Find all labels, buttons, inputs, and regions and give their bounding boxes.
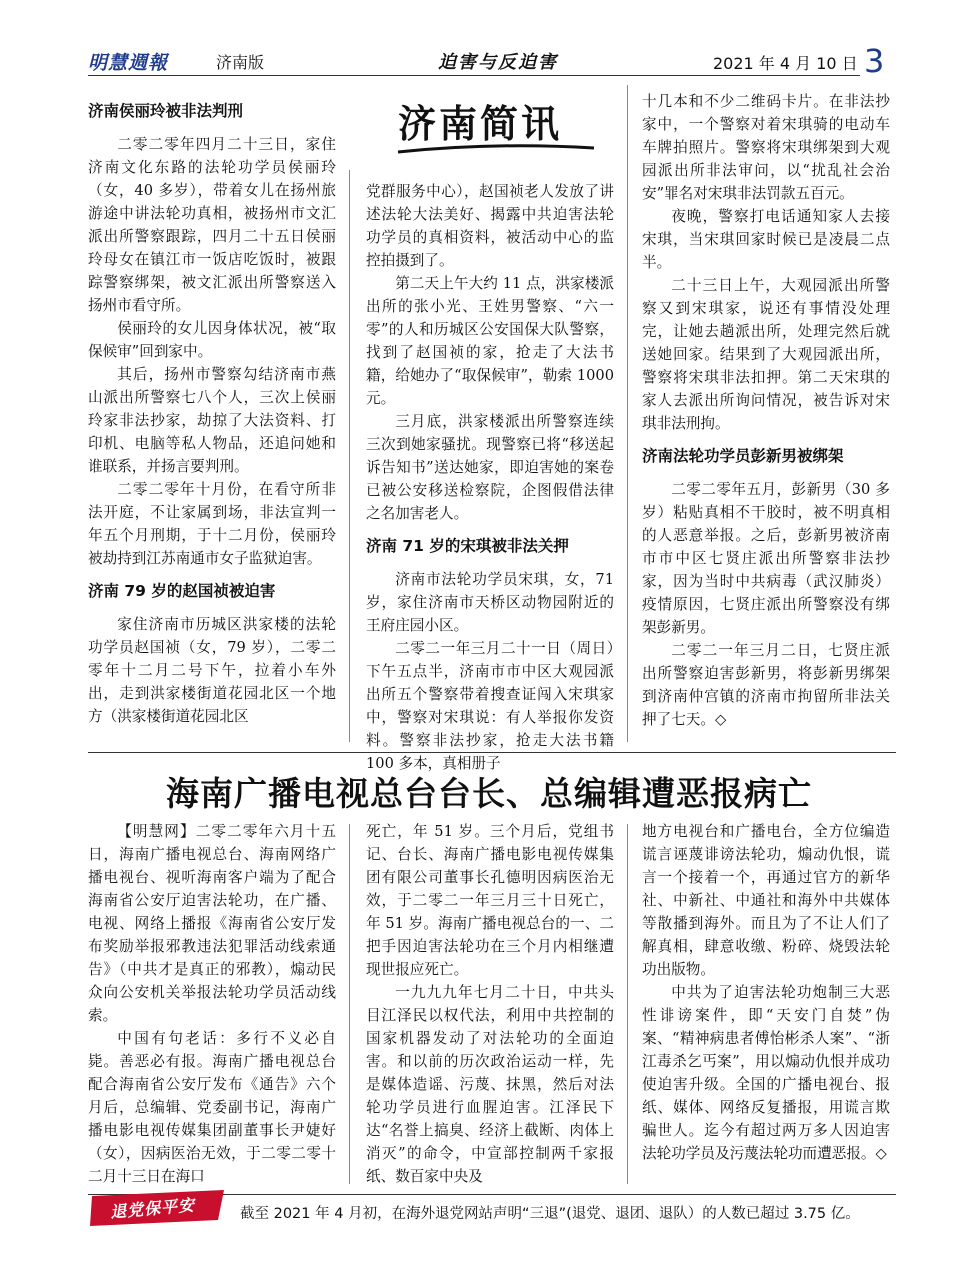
paragraph: 二零二一年三月二十一日（周日）下午五点半，济南市市中区大观园派出所五个警察带着搜查证闯入宋琪家中，警察对宋琪说：有人举报你发资料。警察非法抄家，抢走大法书籍 100 多本，真相册子 bbox=[366, 640, 614, 772]
paragraph: 党群服务中心），赵国祯老人发放了讲述法轮大法美好、揭露中共迫害法轮功学员的真相资料，被活动中心的监控拍摄到了。 bbox=[366, 183, 614, 269]
brief-section-title: 济南简讯 bbox=[398, 102, 563, 146]
paragraph: 家住济南市历城区洪家楼的法轮功学员赵国祯（女，79 岁），二零二零年十二月二号下午，拉着小车外出，走到洪家楼街道花园北区一个地方（洪家楼街道花园北区 bbox=[88, 616, 336, 725]
article-headline: 济南法轮功学员彭新男被绑架 bbox=[642, 447, 844, 465]
article-headline: 济南侯丽玲被非法判刑 bbox=[88, 102, 244, 120]
main-column-2 bbox=[366, 820, 614, 1188]
masthead: 明慧週報 bbox=[88, 52, 169, 74]
column-2 bbox=[366, 180, 614, 775]
paragraph: 中共为了迫害法轮功炮制三大恶性诽谤案件，即“天安门自焚”伪案、“精神病患者傅怡彬杀人案”、“浙江毒杀乞丐案”，用以煽动仇恨并成功使迫害升级。全国的广播电视台、报纸、媒体、网络反复播报，用谎言欺骗世人。迄今有超过两万多人因迫害法轮功学员及污蔑法轮功而遭恶报。◇ bbox=[642, 984, 890, 1162]
issue-date: 2021 年 4 月 10 日 bbox=[713, 54, 858, 73]
paragraph: 夜晚，警察打电话通知家人去接宋琪，当宋琪回家时候已是凌晨二点半。 bbox=[642, 208, 890, 271]
paragraph: 三月底，洪家楼派出所警察连续三次到她家骚扰。现警察已将“移送起诉告知书”送达她家，即迫害她的案卷已被公安移送检察院，企图假借法律之名加害老人。 bbox=[366, 413, 614, 522]
page-number: 3 bbox=[864, 42, 885, 80]
paragraph: 死亡，年 51 岁。三个月后，党组书记、台长、海南广播电影电视传媒集团有限公司董事长孔德明因病医治无效，于二零二一年三月三十日死亡，年 51 岁。海南广播电视总台的一、二把手因迫害法轮功在三个月内相继遭现世报应死亡。 bbox=[366, 823, 614, 978]
paragraph: 侯丽玲的女儿因身体状况，被“取保候审”回到家中。 bbox=[88, 320, 336, 360]
paragraph: 二零二零年四月二十三日，家住济南文化东路的法轮功学员侯丽玲（女，40 多岁），带着女儿在扬州旅游途中讲法轮功真相，被扬州市文汇派出所警察跟踪，四月二十五日侯丽玲母女在镇江市一饭店吃饭时，被跟踪警察绑架，被文汇派出所警察送入扬州市看守所。 bbox=[88, 136, 336, 314]
column-divider bbox=[349, 170, 350, 742]
paragraph: 十几本和不少二维码卡片。在非法抄家中，一个警察对着宋琪骑的电动车车牌拍照片。警察将宋琪绑架到大观园派出所非法审问，以“扰乱社会治安”罪名对宋琪非法罚款五百元。 bbox=[642, 93, 890, 202]
paragraph: 地方电视台和广播电台，全方位编造谎言诬蔑诽谤法轮功，煽动仇恨，谎言一个接着一个，再通过官方的新华社、中新社、中通社和海外中共媒体等散播到海外。而且为了不让人们了解真相，肆意收缴、粉碎、烧毁法轮功出版物。 bbox=[642, 823, 890, 978]
column-divider bbox=[627, 824, 628, 1184]
paragraph: 一九九九年七月二十日，中共头目江泽民以权代法，利用中共控制的国家机器发动了对法轮功的全面迫害。和以前的历次政治运动一样，先是媒体造谣、污蔑、抹黑，然后对法轮功学员进行血腥迫害。江泽民下达“名誉上搞臭、经济上截断、肉体上消灭”的命令，中宣部控制两千家报纸、数百家中央及 bbox=[366, 984, 614, 1185]
paragraph: 二零二零年十月份，在看守所非法开庭，不让家属到场，非法宣判一年五个月刑期，于十二月份，侯丽玲被劫持到江苏南通市女子监狱迫害。 bbox=[88, 481, 336, 567]
paragraph: 中国有句老话：多行不义必自毙。善恶必有报。海南广播电视总台配合海南省公安厅发布《通告》六个月后，总编辑、党委副书记，海南广播电影电视传媒集团副董事长尹婕好（女），因病医治无效，于二零二零十二月十三日在海口 bbox=[88, 1030, 336, 1185]
article-headline: 济南 79 岁的赵国祯被迫害 bbox=[88, 582, 276, 600]
paragraph: 第二天上午大约 11 点，洪家楼派出所的张小光、王姓男警察、“六一零”的人和历城区公安国保大队警察，找到了赵国祯的家，抢走了大法书籍，给她办了“取保候审”，勒索 1000 元。 bbox=[366, 275, 614, 407]
edition-label: 济南版 bbox=[216, 53, 265, 72]
title-swoosh-decoration bbox=[396, 140, 596, 156]
column-1 bbox=[88, 100, 336, 728]
page-header bbox=[88, 42, 888, 80]
section-title: 迫害与反迫害 bbox=[438, 52, 558, 73]
paragraph: 二十三日上午，大观园派出所警察又到宋琪家，说还有事情没处理完，让她去趟派出所，处理完然后就送她回家。结果到了大观园派出所，警察将宋琪非法扣押。第二天宋琪的家人去派出所询问情况，被告诉对宋琪非法刑拘。 bbox=[642, 277, 890, 432]
paragraph: 济南市法轮功学员宋琪，女，71 岁，家住济南市天桥区动物园附近的王府庄园小区。 bbox=[366, 571, 614, 634]
main-column-3 bbox=[642, 820, 890, 1165]
footer-statement: 截至 2021 年 4 月初，在海外退党网站声明“三退”(退党、退团、退队）的人数已超过 3.75 亿。 bbox=[240, 1206, 860, 1222]
column-divider bbox=[349, 824, 350, 1184]
main-headline: 海南广播电视总台台长、总编辑遭恶报病亡 bbox=[166, 774, 812, 813]
paragraph: 二零二一年三月二日，七贤庄派出所警察迫害彭新男，将彭新男绑架到济南仲宫镇的济南市拘留所非法关押了七天。◇ bbox=[642, 642, 890, 728]
section-divider bbox=[88, 752, 896, 753]
article-headline: 济南 71 岁的宋琪被非法关押 bbox=[366, 537, 569, 555]
column-divider bbox=[627, 85, 628, 742]
paragraph: 【明慧网】二零二零年六月十五日，海南广播电视总台、海南网络广播电视台、视听海南客户端为了配合海南省公安厅迫害法轮功，在广播、电视、网络上播报《海南省公安厅发布奖励举报邪教违法犯罪活动线索通告》（中共才是真正的邪教），煽动民众向公安机关举报法轮功学员活动线索。 bbox=[88, 823, 336, 1024]
header-divider bbox=[88, 75, 860, 76]
main-column-1 bbox=[88, 820, 336, 1188]
paragraph: 二零二零年五月，彭新男（30 多岁）粘贴真相不干胶时，被不明真相的人恶意举报。之后，彭新男被济南市市中区七贤庄派出所警察非法抄家，因为当时中共病毒（武汉肺炎）疫情原因，七贤庄派出所警察没有绑架彭新男。 bbox=[642, 481, 890, 636]
column-3 bbox=[642, 90, 890, 731]
paragraph: 其后，扬州市警察勾结济南市燕山派出所警察七八个人，三次上侯丽玲家非法抄家，劫掠了大法资料、打印机、电脑等私人物品，还追问她和谁联系，并扬言要判刑。 bbox=[88, 366, 336, 475]
quit-party-badge: 退党保平安 bbox=[109, 1195, 196, 1222]
